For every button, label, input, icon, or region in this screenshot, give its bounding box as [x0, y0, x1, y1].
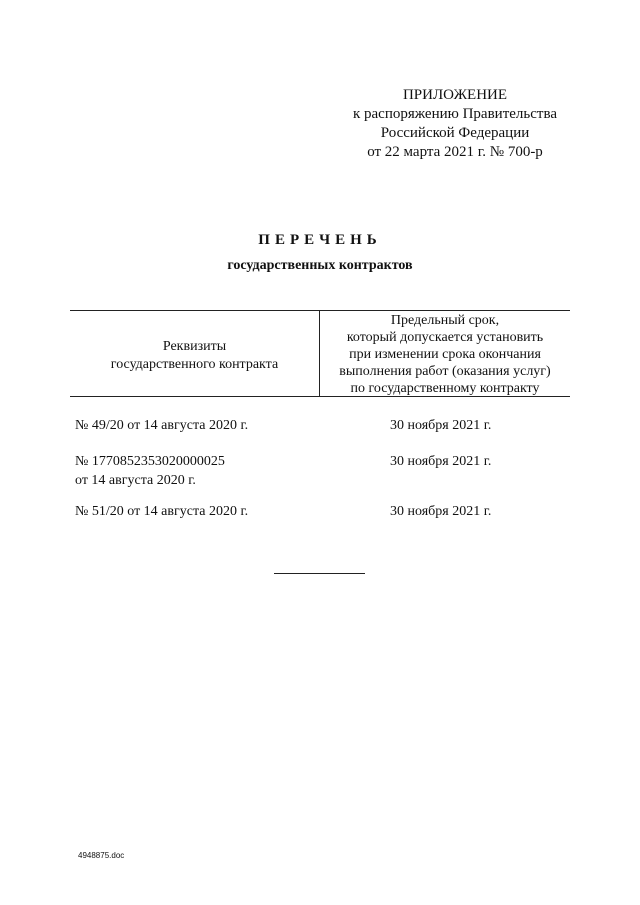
contract-details [75, 502, 315, 521]
table-top-rule [70, 310, 570, 311]
contract-details [75, 416, 315, 435]
appendix-line-date: от 22 марта 2021 г. № 700-р [367, 144, 543, 160]
appendix-header [330, 86, 580, 162]
end-of-list-rule [274, 573, 365, 574]
appendix-line-federation: Российской Федерации [380, 125, 530, 141]
header-right-line: Предельный срок, [390, 313, 500, 328]
document-title: ПЕРЕЧЕНЬ [258, 232, 382, 248]
deadline-date: 30 ноября 2021 г. [390, 454, 492, 469]
appendix-line-order: к распоряжению Правительства [352, 106, 557, 122]
header-right-line: при изменении срока окончания [349, 347, 541, 362]
header-right-line: который допускается установить [346, 330, 544, 345]
contract-line: от 14 августа 2020 г. [75, 473, 196, 488]
table-header [70, 310, 570, 398]
appendix-title: ПРИЛОЖЕНИЕ [402, 87, 508, 103]
contract-line: № 49/20 от 14 августа 2020 г. [75, 418, 249, 433]
contract-details [75, 452, 315, 490]
header-left-line: государственного контракта [110, 357, 279, 372]
header-right-line: выполнения работ (оказания услуг) [339, 364, 551, 379]
deadline-date: 30 ноября 2021 г. [390, 418, 492, 433]
contract-line: № 51/20 от 14 августа 2020 г. [75, 504, 249, 519]
deadline-date: 30 ноября 2021 г. [390, 504, 492, 519]
header-deadline [320, 312, 570, 397]
file-name-footer: 4948875.doc [78, 851, 125, 860]
header-contract-details [70, 338, 319, 374]
header-right-line: по государственному контракту [350, 381, 540, 396]
header-left-line: Реквизиты [162, 339, 227, 354]
contract-line: № 1770852353020000025 [75, 454, 225, 469]
table-header-bottom-rule [70, 396, 570, 397]
document-subtitle: государственных контрактов [227, 258, 413, 273]
